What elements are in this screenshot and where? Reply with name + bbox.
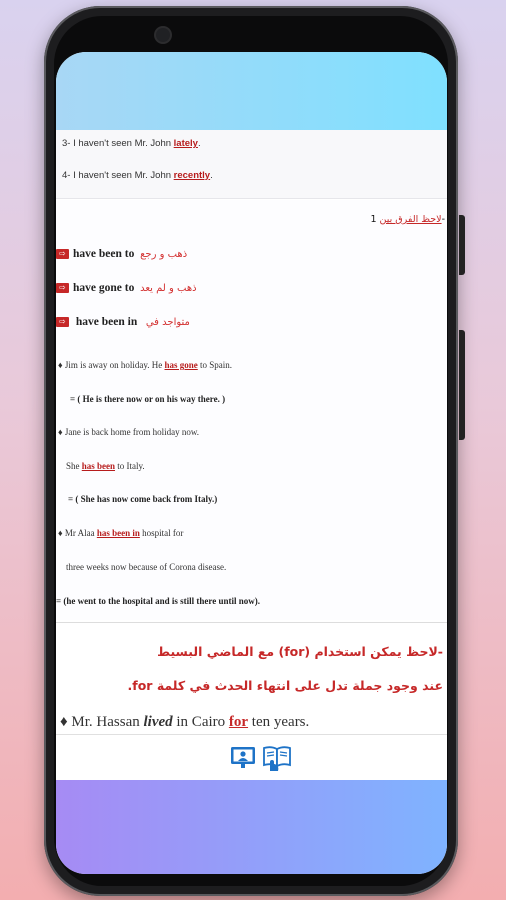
sentence-1: ♦ Jim is away on holiday. He has gone to Spain.: [58, 360, 233, 370]
example-line-4: 4- I haven't seen Mr. John recently.: [62, 170, 213, 181]
examples-top-section: [56, 130, 447, 199]
final-example: ♦ Mr. Hassan lived in Cairo for ten years.: [60, 714, 310, 730]
sentence-6: ♦ Mr Alaa has been in hospital for: [58, 528, 184, 538]
sentence-4: She has been to Italy.: [66, 461, 145, 471]
top-gradient-bar: [56, 52, 447, 130]
arrow-icon: ⇨: [56, 249, 69, 259]
term-row-been-to: ⇨ have been to ذهب و رجع: [56, 248, 187, 260]
sentence-5: = ( She has now come back from Italy.): [68, 494, 218, 504]
sentence-2: = ( He is there now or on his way there. ): [70, 394, 226, 404]
bottom-gradient-bar: [56, 780, 447, 874]
volume-button: [459, 330, 465, 440]
term-row-gone-to: ⇨ have gone to ذهب و لم يعد: [56, 282, 197, 294]
arabic-note-2: عند وجود جملة تدل على انتهاء الحدث في كلمة for.: [127, 678, 443, 693]
arrow-icon: ⇨: [56, 283, 69, 293]
term-row-been-in: ⇨ have been in متواجد في: [56, 316, 190, 328]
lesson-content[interactable]: [56, 130, 447, 780]
sentence-8: = (he went to the hospital and is still there until now).: [56, 596, 260, 606]
note-title: لاحظ الفرق بين 1-: [370, 214, 445, 225]
arrow-icon: ⇨: [56, 317, 69, 327]
sentence-7: three weeks now because of Corona disease.: [66, 562, 227, 572]
front-camera: [156, 28, 170, 42]
power-button: [459, 215, 465, 275]
sentence-3: ♦ Jane is back home from holiday now.: [58, 427, 199, 437]
example-line-3: 3- I haven't seen Mr. John lately.: [62, 138, 201, 149]
teacher-board-icon[interactable]: [230, 745, 256, 769]
bottom-nav: [56, 734, 447, 781]
arabic-note-1: -لاحظ يمكن استخدام (for) مع الماضي البسيط: [157, 644, 443, 659]
note-section: [56, 200, 447, 620]
app-screen: [56, 52, 447, 874]
book-touch-icon[interactable]: [262, 745, 292, 769]
